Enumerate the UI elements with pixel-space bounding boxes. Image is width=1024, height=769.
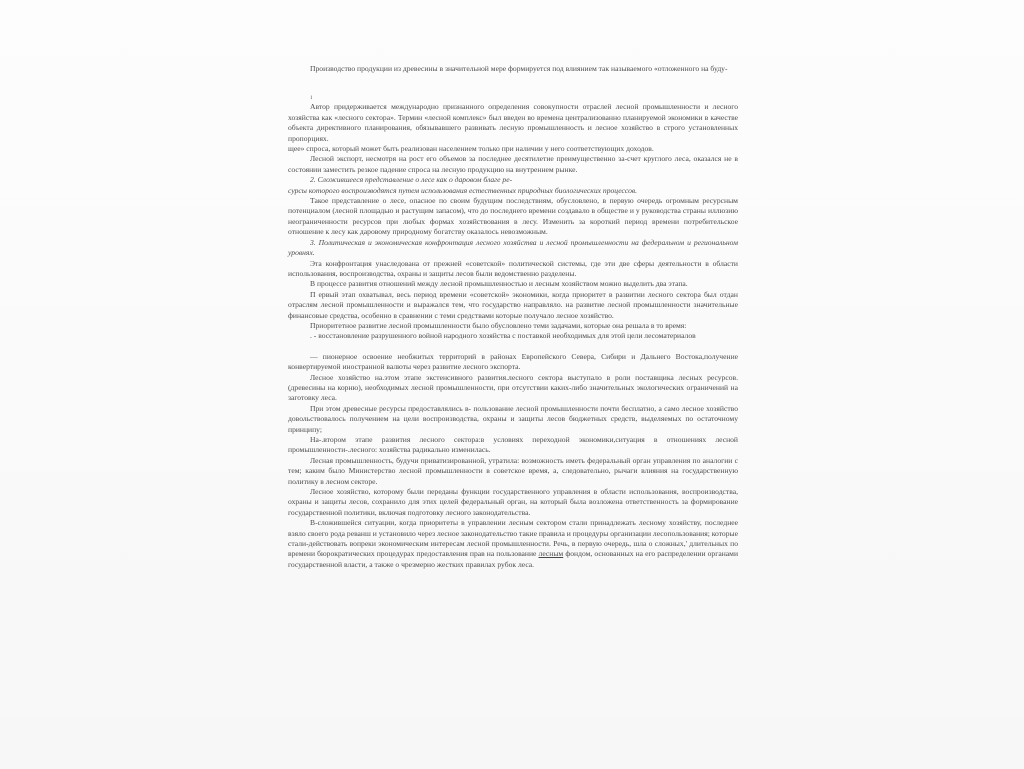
section-heading: сурсы которого воспроизводятся путем использования естественных природных биологических процессов. xyxy=(288,185,638,195)
paragraph-text: В-сложившейся ситуации, когда приоритеты в управлении лесным сектором стали принадлежать лесному хозяйству, последнее взяло своего рода реванш и установило через лесное законодательство такие правила и процедуры организации лесопользования; которые стали-действовать вопреки экономическим интересам лесной промышленности. Речь, в первую очередь, шла о сложных,' длительных по времени бюрократических процедурах предоставления прав на пользование xyxy=(288,518,738,559)
paragraph-text: фондом, основанных на его распределении органами государственной власти, а также о чрезмерно жестких правилах рубок леса. xyxy=(288,549,739,569)
paragraph: щее» спроса, который может быть реализован населением только при наличии у него соответствующих доходов. xyxy=(288,144,654,154)
paragraph: На-.втором этапе развития лесного сектора:в условиях переходной экономики,ситуация в отношениях лесной промышленности-.лесного: хозяйства радикально изменилась. xyxy=(288,435,738,455)
paragraph: Лесное хозяйство, которому были переданы функции государственного управления в области использования, воспроизводства, охраны и защиты лесов, сохранило для этих целей федеральный орган, на который была возложена ответственность за формирование государственной политики, включая подготовку лесного законодательства. xyxy=(288,487,738,517)
paragraph: При этом древесные ресурсы предоставлялись в- пользование лесной промышленности почти бесплатно, а само лесное хозяйство довольствовалось получением на цели воспроизводства, охраны и защиты лесов бюджетных средств, выделяемых по остаточному принципу; xyxy=(288,403,738,434)
paragraph: Приоритетное развитие лесной промышленности было обусловлено теми задачами, которые она решала в то время: xyxy=(310,320,687,330)
paragraph: Такое представление о лесе, опасное по своим будущим последствиям, обусловлено, в первую очередь огромным ресурсным потенциалом (лесной площадью и растущим запасом), что до последнего времени создавало в обществе и у руководства страны иллюзию неограниченности ресурсов при любых формах хозяйствования в лесу. Изменить за короткий период времени потребительское отношение к лесу как даровому природному богатству оказалось невозможным. xyxy=(288,196,738,237)
paragraph: Лесная промышленность, будучи приватизированной, утратила: возможность иметь федеральный орган управления по аналогии с тем; каким было Министерство лесной промышленности в советское время, а, следовательно, рычаги влияния на государственную политику в лесном секторе. xyxy=(288,455,738,486)
list-item: . - восстановление разрушенного войной народного хозяйства с поставкой необходимых для этой цели лесоматериалов xyxy=(310,331,696,341)
paragraph: Автор придерживается международно признанного определения совокупности отраслей лесной промышленности и лесного хозяйства как «лесного сектора». Термин «лесной комплекс» был введен во времена централизованно планируемой экономики в качестве объекта директивного планирования, обязывавшего развивать лесную промышленность и лесное хозяйство в строго установленных пропорциях. xyxy=(288,102,738,143)
document-text xyxy=(288,64,738,570)
footnote-marker: 1 xyxy=(310,96,313,102)
paragraph: П ервый этап охватывал, весь период времени «советской» экономики, когда приоритет в развитии лесного сектора был отдан отраслям лесной промышленности и выражался тем, что государство направляло. на развитие лесной промышленности значительные финансовые средства, особенно в сравнении с теми средствами которые получало лесное хозяйство. xyxy=(288,289,738,320)
paragraph xyxy=(288,518,738,570)
paragraph: В процессе развития отношений между лесной промышленностью и лесным хозяйством можно выделить два этапа. xyxy=(310,279,688,289)
paragraph: Эта конфронтация унаследована от прежней «советской» политической системы, где эти две сферы деятельности в области использования, воспроизводства, охраны и защиты лесов были ведомственно разделены. xyxy=(288,258,738,278)
list-item: — пионерное освоение необжитых территорий в районах Европейского Севера, Сибири и Дальнего Востока,получение конвертируемой иностранной валюты через развитие лесного экспорта. xyxy=(288,351,738,372)
paragraph: Лесной экспорт, несмотря на рост его объемов за последнее десятилетие преимущественно за-счет круглого леса, оказался не в состоянии заместить резкое падение спроса на лесную продукцию на внутреннем рынке. xyxy=(288,154,738,174)
section-heading: 2. Сложившееся представление о лесе как о даровом благе ре- xyxy=(310,175,513,185)
document-heading: Производство продукции из древесины в значительной мере формируется под влиянием так называемого «отложенного на буду- xyxy=(310,64,728,73)
underlined-word: лесным xyxy=(538,549,564,559)
paragraph: Лесное хозяйство на.этом этапе экстенсивного развития.лесного сектора выступало в роли поставщика лесных ресурсов.(древесины на корню), необходимых лесной промышленности, при отсутствии каких-либо значительных экологических ограничений на заготовку леса. xyxy=(288,372,738,403)
section-heading: 3. Политическая и экономическая конфронтация лесного хозяйства и лесной промышленности на федеральном и региональном уровнях. xyxy=(288,237,738,258)
